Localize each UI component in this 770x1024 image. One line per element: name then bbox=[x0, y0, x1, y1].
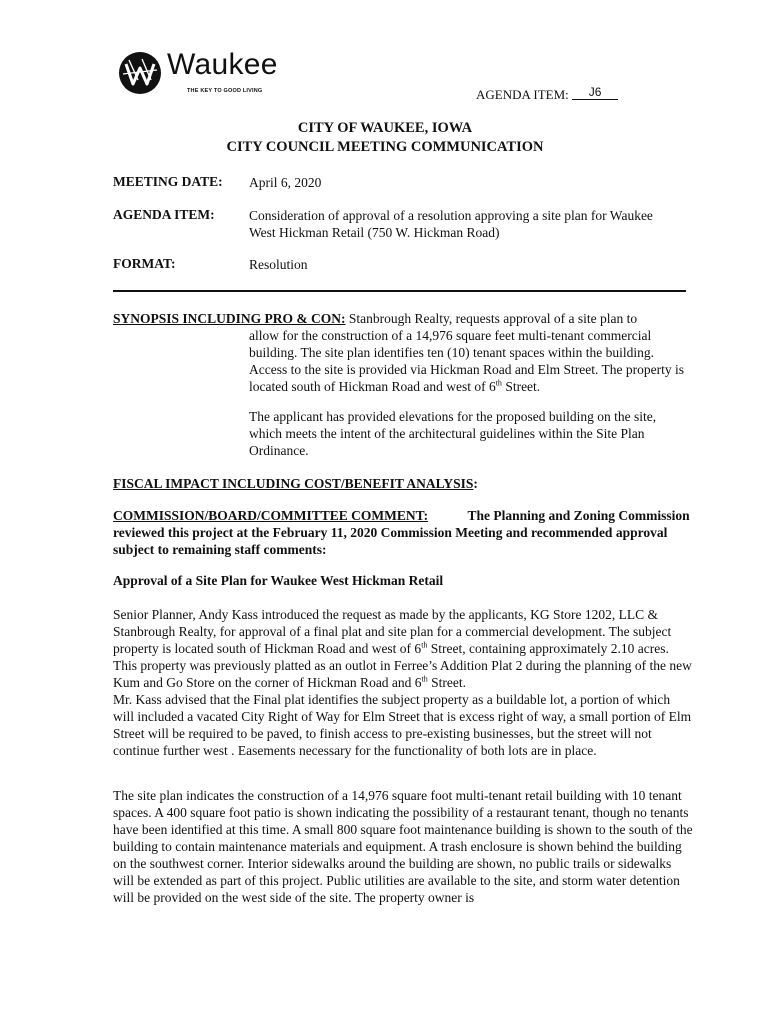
commission-heading: COMMISSION/BOARD/COMMITTEE COMMENT: bbox=[113, 508, 429, 523]
body-text: Street. bbox=[427, 675, 467, 690]
fiscal-heading-text: FISCAL IMPACT INCLUDING COST/BENEFIT ANALYSIS bbox=[113, 476, 474, 491]
document-title-communication: CITY COUNCIL MEETING COMMUNICATION bbox=[226, 139, 544, 155]
body-paragraph-1 bbox=[113, 606, 693, 759]
agenda-item-number: J6 bbox=[572, 86, 618, 100]
superscript: th bbox=[421, 640, 428, 650]
synopsis-text: allow for the construction of a 14,976 square feet multi-tenant commercial building. The site plan identifies ten (10) tenant spaces within the building. Access to the site is provided via Hickman Road and Elm Street. The property is located south of Hickman Road and west of 6 bbox=[249, 328, 685, 394]
logo-wordmark: Waukee bbox=[167, 48, 278, 81]
synopsis-first-line: Stanbrough Realty, requests approval of a site plan to bbox=[348, 311, 638, 326]
body-text: Senior Planner, Andy Kass introduced the request as made by the applicants, KG Store 1202, LLC & Stanbrough Realty, for approval of a final plat and site plan for a commercial development. The subject property is located south of Hickman Road and west of 6 bbox=[113, 607, 672, 656]
synopsis-text-end: Street. bbox=[501, 379, 541, 394]
approval-heading: Approval of a Site Plan for Waukee West Hickman Retail bbox=[113, 573, 444, 588]
synopsis-paragraph-2: The applicant has provided elevations for the proposed building on the site, which meets the intent of the architectural guidelines within the Site Plan Ordinance. bbox=[249, 409, 657, 458]
format-label: FORMAT: bbox=[113, 256, 176, 271]
fiscal-impact-heading bbox=[113, 476, 478, 492]
body-text: Street, containing approximately 2.10 acres. This property was previously platted as an outlot in Ferree’s Addition Plat 2 during the planning of the new Kum and Go Store on the corner of Hickman Road and 6 bbox=[113, 641, 692, 690]
meeting-date-value: April 6, 2020 bbox=[249, 175, 322, 190]
waukee-logo-mark-icon bbox=[117, 50, 163, 96]
section-divider bbox=[113, 290, 686, 292]
superscript: th bbox=[495, 378, 502, 388]
logo-tagline: THE KEY TO GOOD LIVING bbox=[187, 88, 263, 94]
commission-text: The Planning and Zoning Commission reviewed this project at the February 11, 2020 Commission Meeting and recommended approval subject to remaining staff comments: bbox=[113, 508, 690, 557]
meeting-date-label: MEETING DATE: bbox=[113, 174, 223, 189]
commission-comment bbox=[113, 507, 693, 558]
synopsis-heading: SYNOPSIS INCLUDING PRO & CON: bbox=[113, 311, 346, 326]
document-title-city: CITY OF WAUKEE, IOWA bbox=[297, 120, 473, 136]
fiscal-heading-colon: : bbox=[473, 476, 478, 491]
body-paragraph-3: The site plan indicates the construction of a 14,976 square foot multi-tenant retail building with 10 tenant spaces. A 400 square foot patio is shown indicating the possibility of a restaurant tenant, though no tenants have been identified at this time. A small 800 square foot maintenance building is shown to the south of the building to contain maintenance materials and equipment. A trash enclosure is shown behind the building on the southwest corner. Interior sidewalks around the building are shown, no public trails or sidewalks will be extended as part of this project. Public utilities are available to the site, and storm water detention will be provided on the west side of the site. The property owner is bbox=[113, 788, 693, 905]
synopsis-heading-line bbox=[113, 310, 688, 327]
format-value: Resolution bbox=[249, 257, 308, 272]
waukee-logo bbox=[117, 46, 292, 102]
agenda-item-field-value: Consideration of approval of a resolution approving a site plan for Waukee West Hickman Retail (750 W. Hickman Road) bbox=[249, 208, 653, 240]
agenda-item-field-label: AGENDA ITEM: bbox=[113, 207, 215, 222]
agenda-item-header bbox=[476, 87, 618, 103]
superscript: th bbox=[421, 674, 428, 684]
body-paragraph-2: Mr. Kass advised that the Final plat identifies the subject property as a buildable lot, a portion of which will included a vacated City Right of Way for Elm Street that is excess right of way, a small portion of Elm Street will be required to be paved, to finish access to pre-existing businesses, but the street will not continue further west . Easements necessary for the functionality of both lots are in place. bbox=[113, 692, 692, 758]
synopsis-paragraph-1 bbox=[249, 327, 689, 395]
agenda-item-header-label: AGENDA ITEM: bbox=[476, 87, 569, 102]
